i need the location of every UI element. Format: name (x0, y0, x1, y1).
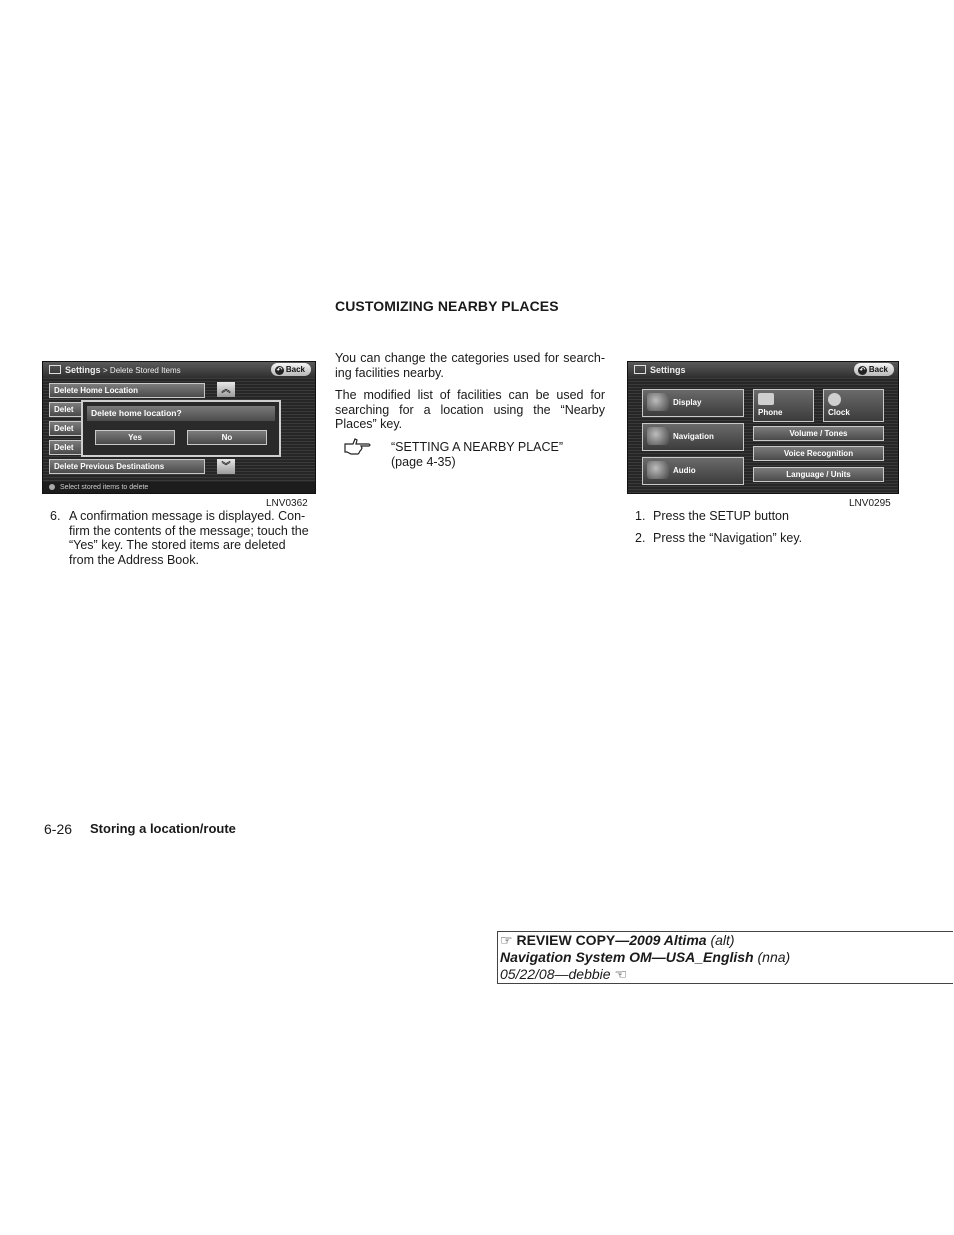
reference-title[interactable]: “SETTING A NEARBY PLACE” (391, 440, 564, 454)
clock-button[interactable] (823, 389, 884, 422)
review-prefix: REVIEW COPY— (516, 932, 630, 948)
clock-label: Clock (828, 408, 850, 417)
breadcrumb: > Delete Stored Items (103, 366, 181, 375)
review-model-code: (alt) (710, 932, 735, 948)
info-icon (49, 484, 55, 490)
screen-title: Settings (650, 365, 686, 375)
scroll-up-icon[interactable]: ︽ (217, 382, 235, 397)
display-button[interactable] (642, 389, 744, 417)
review-manual: Navigation System OM—USA_English (500, 949, 754, 965)
reference-page[interactable]: (page 4-35) (391, 455, 456, 469)
delete-item-button[interactable]: Delet (49, 402, 205, 417)
review-line-2 (500, 949, 953, 966)
voice-recognition-button[interactable]: Voice Recognition (753, 446, 884, 461)
phone-label: Phone (758, 408, 783, 417)
review-manual-code: (nna) (757, 949, 791, 965)
review-line-3 (500, 966, 953, 983)
phone-button[interactable] (753, 389, 814, 422)
pointing-hand-icon (343, 436, 373, 458)
settings-screen-icon (634, 365, 646, 374)
delete-item-button[interactable]: Delet (49, 440, 205, 455)
figure-caption-right: LNV0295 (849, 498, 891, 509)
confirm-dialog (81, 400, 281, 457)
delete-item-button[interactable]: Delet (49, 421, 205, 436)
volume-tones-button[interactable]: Volume / Tones (753, 426, 884, 441)
pointing-hand-icon: ☞ (500, 932, 513, 948)
settings-screen-icon (49, 365, 61, 374)
display-label: Display (673, 398, 702, 407)
delete-previous-destinations-button[interactable]: Delete Previous Destinations (49, 459, 205, 474)
delete-stored-items-screenshot (42, 361, 316, 494)
status-text: Select stored items to delete (60, 484, 149, 491)
no-button[interactable]: No (187, 430, 267, 445)
yes-button[interactable]: Yes (95, 430, 175, 445)
intro-paragraph: You can change the categories used for search- ing facilities nearby. (335, 351, 605, 380)
step-number: 1. (635, 509, 646, 523)
clock-icon (828, 393, 841, 406)
footer-section-title: Storing a location/route (90, 821, 236, 836)
settings-screenshot (627, 361, 899, 494)
phone-icon (758, 393, 774, 405)
step-number: 6. (50, 509, 61, 523)
page-number: 6-26 (44, 821, 73, 837)
navigation-icon (647, 427, 669, 445)
step-text: Press the “Navigation” key. (653, 531, 803, 545)
status-bar (43, 482, 315, 493)
back-arrow-icon: ↶ (276, 367, 283, 374)
language-units-button[interactable]: Language / Units (753, 467, 884, 482)
pointing-hand-svg (343, 436, 373, 458)
figure-caption-left: LNV0362 (266, 498, 308, 509)
navigation-label: Navigation (673, 432, 714, 441)
modified-list-paragraph: The modified list of facilities can be used for searching for a location using the “Nearby Places” key. (335, 388, 605, 432)
section-heading: CUSTOMIZING NEARBY PLACES (335, 298, 559, 314)
dialog-message: Delete home location? (87, 406, 275, 421)
review-line-1 (500, 932, 953, 949)
audio-label: Audio (673, 466, 696, 475)
review-model: 2009 Altima (629, 932, 707, 948)
back-label: Back (868, 365, 888, 374)
back-label: Back (285, 365, 305, 374)
navigation-button[interactable] (642, 423, 744, 451)
step-text: Press the SETUP button (653, 509, 789, 523)
pointing-hand-left-icon: ☜ (614, 966, 627, 982)
back-arrow-icon: ↶ (859, 367, 866, 374)
step-number: 2. (635, 531, 646, 545)
back-button[interactable] (271, 363, 311, 376)
audio-icon (647, 461, 669, 479)
step-text: A confirmation message is displayed. Con- firm the contents of the message; touch the “Yes” key. The stored items are deleted from the Address Book. (69, 509, 309, 567)
audio-button[interactable] (642, 457, 744, 485)
review-copy-box (497, 931, 953, 984)
back-button[interactable] (854, 363, 894, 376)
delete-home-location-button[interactable]: Delete Home Location (49, 383, 205, 398)
display-icon (647, 393, 669, 411)
scroll-down-icon[interactable]: ︾ (217, 459, 235, 474)
screen-title: Settings (65, 365, 101, 375)
review-date-line: 05/22/08—debbie (500, 966, 611, 982)
